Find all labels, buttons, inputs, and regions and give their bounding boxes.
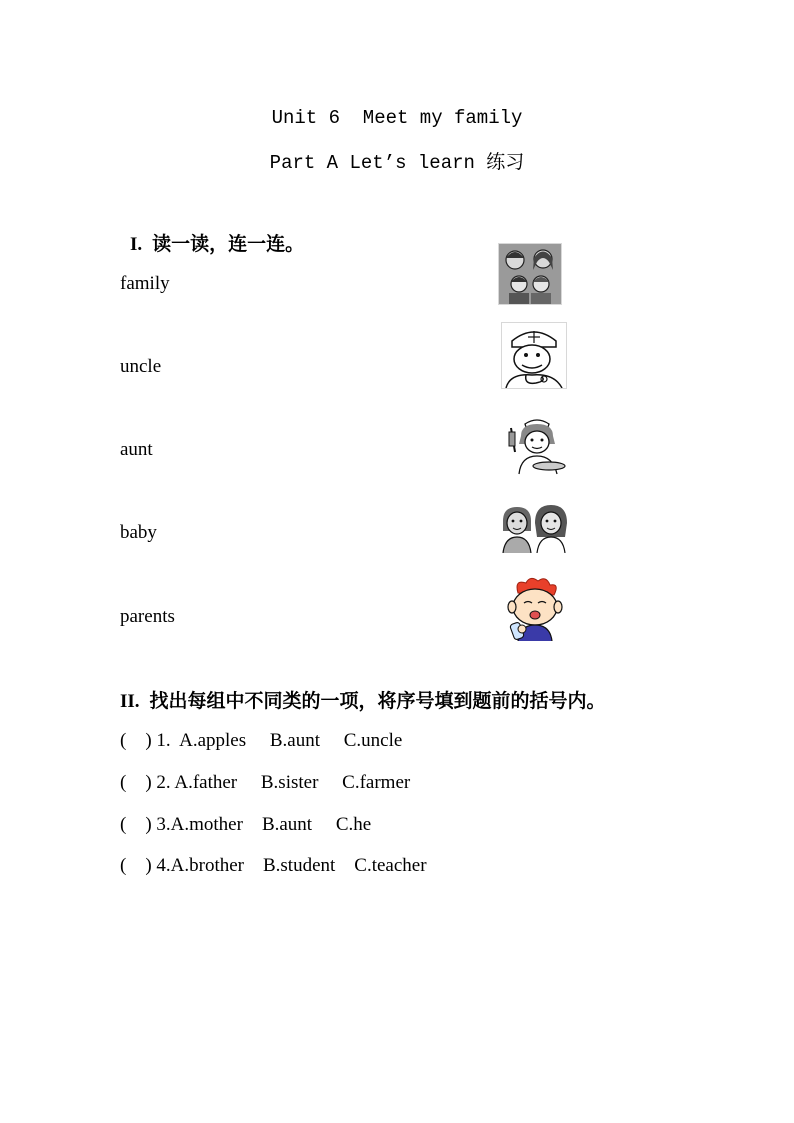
section-2-number: II. bbox=[120, 691, 140, 712]
parents-picture-icon bbox=[500, 502, 568, 554]
section-2-instruction: 找出每组中不同类的一项，将序号填到题前的括号内。 bbox=[149, 690, 606, 712]
question-2: ( ) 2. A.father B.sister C.farmer bbox=[120, 772, 411, 793]
section-2-heading bbox=[120, 686, 606, 713]
question-3: ( ) 3.A.mother B.aunt C.he bbox=[120, 814, 372, 835]
match-word-aunt: aunt bbox=[120, 439, 153, 460]
unit-title: Unit 6 Meet my family bbox=[271, 107, 523, 129]
question-1: ( ) 1. A.apples B.aunt C.uncle bbox=[120, 730, 403, 751]
question-4: ( ) 4.A.brother B.student C.teacher bbox=[120, 855, 427, 876]
section-1-instruction: 读一读，连一连。 bbox=[152, 233, 305, 255]
doctor-picture-icon bbox=[501, 322, 567, 389]
match-word-parents: parents bbox=[120, 606, 175, 627]
match-word-baby: baby bbox=[120, 522, 157, 543]
family-picture-icon bbox=[498, 243, 562, 305]
section-1-heading bbox=[130, 229, 304, 256]
part-title: Part A Let’s learn 练习 bbox=[269, 152, 525, 174]
match-word-uncle: uncle bbox=[120, 356, 162, 377]
nurse-picture-icon bbox=[502, 413, 568, 477]
match-word-family: family bbox=[120, 273, 170, 294]
baby-picture-icon bbox=[503, 574, 567, 642]
section-1-number: I. bbox=[130, 234, 143, 255]
